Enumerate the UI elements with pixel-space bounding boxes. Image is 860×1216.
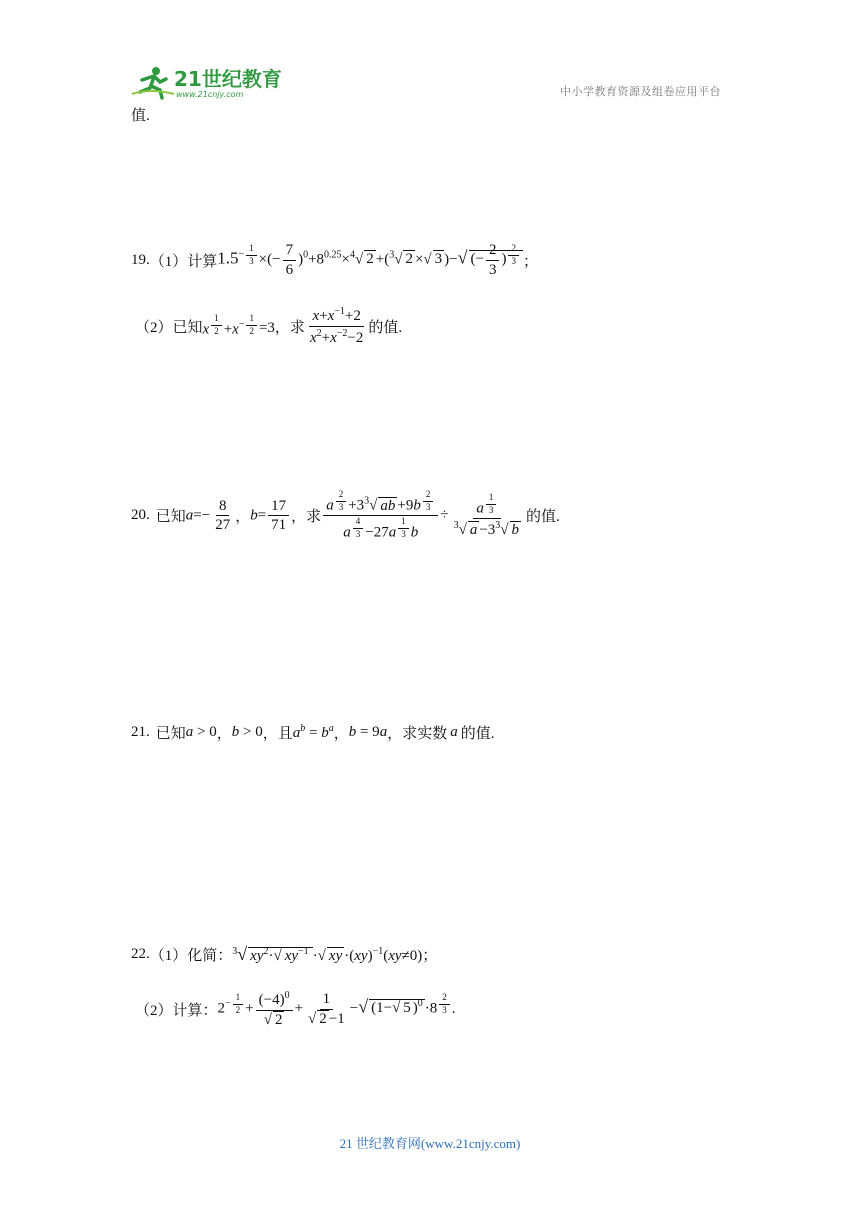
question-number: 21. xyxy=(131,724,150,740)
math-fraction-1: a $^{\frac{2}{3}}$ $+3^3√$ ab +9b $^{\frac{2}{3}}$ a $^{\frac{4}{3}}$ −27a $^{\frac{1}{3}}$ b xyxy=(323,490,438,541)
question-22-part-2 xyxy=(135,990,456,1028)
separator: ，且 xyxy=(262,726,293,742)
math-expression: $^3$√ $xy^2\cdot√$ $xy^{-1}$ ·√ xy ·(xy)$^{-1}$(xy≠0) xyxy=(232,944,423,964)
separator: ， xyxy=(216,726,232,742)
question-number: 19. xyxy=(131,251,150,268)
runner-icon xyxy=(132,67,174,98)
question-number: 20. xyxy=(131,507,150,524)
math-b-value: b= $\frac{17}{71}$ xyxy=(250,498,291,534)
part-suffix: . xyxy=(451,1000,456,1017)
site-logo xyxy=(130,64,290,100)
question-number: 22. xyxy=(131,946,150,962)
footer-link[interactable]: 21 世纪教育网(www.21cnjy.com) xyxy=(339,1136,521,1151)
question-19-part-1 xyxy=(131,242,538,278)
part-label: （1）化简： xyxy=(149,948,233,964)
math-a-value: a=− $\frac{8}{27}$ xyxy=(185,497,231,534)
math-fraction: $\frac{x+x^{-1}+2}{x^2+x^{-2}-2}$ xyxy=(309,306,364,346)
part-suffix: 的值. xyxy=(368,319,403,336)
logo-url: www.21cnjy.com xyxy=(176,90,244,99)
part-label: （2）已知 xyxy=(135,319,203,336)
header-tagline: 中小学教育资源及组卷应用平台 xyxy=(560,85,721,98)
math-expression: $1.5^{- \frac{1}{3}}$ ×(− $\frac{7}{6}$ )$^0+8^{0.25}\times^4√$ 2 +($^3$√ 2 ×√ 3 )−√ (− $\frac{2}{3}$ ) $^{\frac{2}{3}}$ xyxy=(217,242,523,278)
question-19-part-2 xyxy=(135,306,402,346)
part-label: （2）计算： xyxy=(135,1002,218,1019)
math-expression: $2^{- \frac{1}{2}}$ + $\frac{(-4)^0}{√ 2}$ + $\frac{1}{√ 2 -1}$ −√ (1−√ 5 )$^0$ ·8 $^{\frac{2}{3}}$ xyxy=(218,990,452,1028)
question-22-part-1 xyxy=(131,944,437,965)
question-end: 的值. xyxy=(460,726,495,742)
question-20: 20. 已知 a=− $\frac{8}{27}$ ， b= $\frac{17}{71}$ ，求 a $^{\frac{2}{3}}$ $+3^3√$ ab +9b $^{\frac{2}{3}}$ a $^{\frac{4}{3}}$ −27a $^{\frac{1}{3}}$ b ÷ a $^{\frac{1}{3}}$ $^3$√ $a -3^3√$ b 的值. xyxy=(131,489,560,541)
condition-text: =3，求 xyxy=(258,319,305,336)
ask-text: ，求 xyxy=(291,509,322,526)
separator: ， xyxy=(235,509,251,526)
part-label: （1）计算 xyxy=(149,253,218,270)
question-suffix: ，求实数 xyxy=(387,726,448,742)
separator: ， xyxy=(333,726,349,742)
question-21: 21. 已知 a > 0 ， b > 0 ，且 $a^b = b^a$ ， b = 9a ，求实数 a 的值. xyxy=(131,723,495,742)
part-suffix: ； xyxy=(422,948,438,964)
math-condition: x $^{\frac{1}{2}}$ $+x^{- \frac{1}{2}}$ xyxy=(203,314,259,339)
question-suffix: 的值. xyxy=(526,509,560,526)
logo-main: 21世纪教育 xyxy=(174,67,282,91)
math-fraction-2: a $^{\frac{1}{3}}$ $^3$√ $a -3^3√$ b xyxy=(453,491,520,539)
continuation-text: 值. xyxy=(131,108,150,124)
part-suffix: ； xyxy=(522,253,538,270)
question-prefix: 已知 xyxy=(155,509,186,526)
question-prefix: 已知 xyxy=(155,726,186,742)
